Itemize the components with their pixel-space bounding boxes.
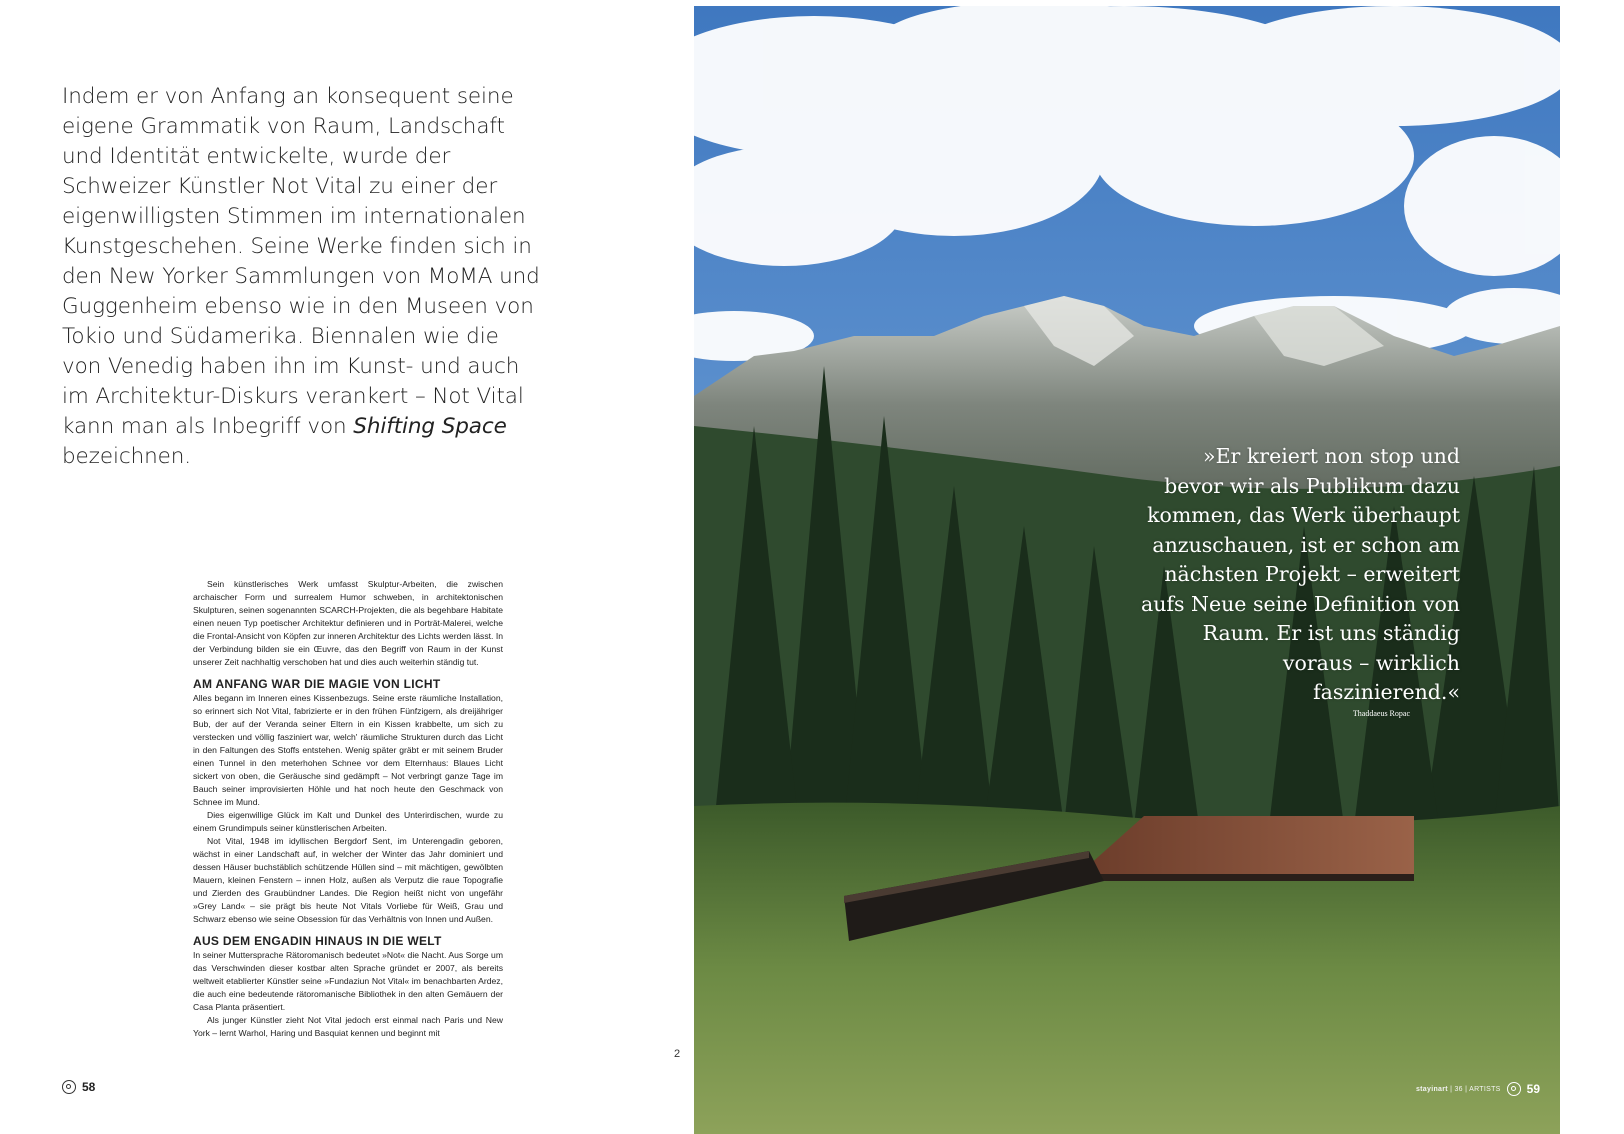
lead-paragraph	[62, 82, 542, 472]
page-number-right: 59	[1526, 1082, 1540, 1096]
section-heading-2: AUS DEM ENGADIN HINAUS IN DIE WELT	[193, 934, 442, 948]
intro-paragraph: Sein künstlerisches Werk umfasst Skulptur-Arbeiten, die zwischen archaischer Form und surrealem Humor schweben, in architektonischen Skulpturen, seinen sogenannten SCARCH-Projekten, die als begehbare Habitate einen neuen Typ poetischer Architektur definieren und in Porträt-Malerei, welche die Frontal-Ansicht von Köpfen zur inneren Architektur des Lichts werden lässt. In der Verbindung bilden sie ein Œuvre, das den Begriff von Raum in der Kunst unserer Zeit nachhaltig verschoben hat und dies auch weiterhin ständig tut.	[193, 579, 503, 667]
right-margin	[1560, 0, 1624, 1134]
body-paragraph: Dies eigenwillige Glück im Kalt und Dunkel des Unterirdischen, wurde zu einem Grundimpuls seiner künstlerischen Arbeiten.	[193, 810, 503, 833]
body-paragraph: Not Vital, 1948 im idyllischen Bergdorf Sent, im Unterengadin geboren, wächst in einer Landschaft auf, in welcher der Winter das Jahr dominiert und dessen Häuser buchstäblich schützende Hüllen sind – mit mächtigen, gewölbten Mauern, kleinen Fenstern – innen Holz, außen als Verputz die raue Topografie und Zierden des Graubündner Landes. Die Region heißt nicht von ungefähr »Grey Land« – sie prägt bis heute Not Vitals Vorliebe für Weiß, Grau und Schwarz ebenso wie seine Obsession für das Verhältnis von Innen und Außen.	[193, 836, 503, 924]
lead-text: Indem er von Anfang an konsequent seine eigene Grammatik von Raum, Landschaft und Identität entwickelte, wurde der Schweizer Künstler Not Vital zu einer der eigenwilligsten Stimmen im internationalen Kunstgeschehen. Seine Werke finden sich in den New Yorker Sammlungen von MoMA und Guggenheim ebenso wie in den Museen von Tokio und Südamerika. Biennalen wie die von Venedig haben ihn im Kunst- und auch im Architektur-Diskurs verankert – Not Vital kann man als Inbegriff von	[62, 84, 540, 439]
left-folio	[62, 1080, 95, 1094]
right-folio	[1416, 1082, 1540, 1096]
pull-quote: »Er kreiert non stop und bevor wir als Publikum dazu kommen, das Werk überhaupt anzuschauen, ist er schon am nächsten Projekt – erweitert aufs Neue seine Definition von Raum. Er ist uns ständig voraus – wirklich faszinierend.«	[1140, 444, 1460, 704]
quote-author: Thaddaeus Ropac	[1352, 709, 1410, 718]
body-paragraph: Als junger Künstler zieht Not Vital jedoch erst einmal nach Paris und New York – lernt Warhol, Haring und Basquiat kennen und beginnt mit	[193, 1015, 503, 1038]
magazine-logo-icon	[62, 1080, 76, 1094]
section-heading-1: AM ANFANG WAR DIE MAGIE VON LICHT	[193, 677, 441, 691]
body-paragraph: Alles begann im Inneren eines Kissenbezugs. Seine erste räumliche Installation, so erinnert sich Not Vital, fabrizierte er in den frühen Fünfzigern, als dreijähriger Bub, der auf der Veranda seiner Eltern in ein Kissen krabbelte, um sich zu verstecken und völlig fasziniert war, welch' räumliche Strukturen durch das Licht in den Faltungen des Stoffs entstehen. Wenig später gräbt er mit seinem Bruder einen Tunnel in den meterhohen Schnee vor dem Elternhaus: Blaues Licht sickert von oben, die Geräusche sind gedämpft – Not verbringt ganze Tage im Bauch seiner improvisierten Höhle und hat noch heute den Geschmack von Schnee im Mund.	[193, 693, 503, 807]
magazine-name: stayinart	[1415, 1085, 1448, 1093]
lead-italic-term: Shifting Space	[353, 414, 507, 439]
page-number-left: 58	[82, 1080, 96, 1094]
body-paragraph: In seiner Muttersprache Rätoromanisch bedeutet »Not« die Nacht. Aus Sorge um das Verschwinden dieser kostbar alten Sprache gründet er 2007, als bereits weltweit etablierter Künstler seine »Fundaziun Not Vital« im benachbarten Ardez, die auch eine bedeutende rätoromanische Bibliothek in den alten Gemäuern der Casa Planta präsentiert.	[193, 950, 503, 1012]
lead-text-end: bezeichnen.	[62, 444, 192, 469]
left-page	[0, 0, 694, 1134]
magazine-logo-icon	[1507, 1082, 1521, 1096]
section-label: | 36 | ARTISTS	[1450, 1085, 1501, 1093]
body-column	[193, 578, 503, 1040]
spread-marker: 2	[674, 1048, 681, 1060]
magazine-credit	[1416, 1086, 1501, 1093]
